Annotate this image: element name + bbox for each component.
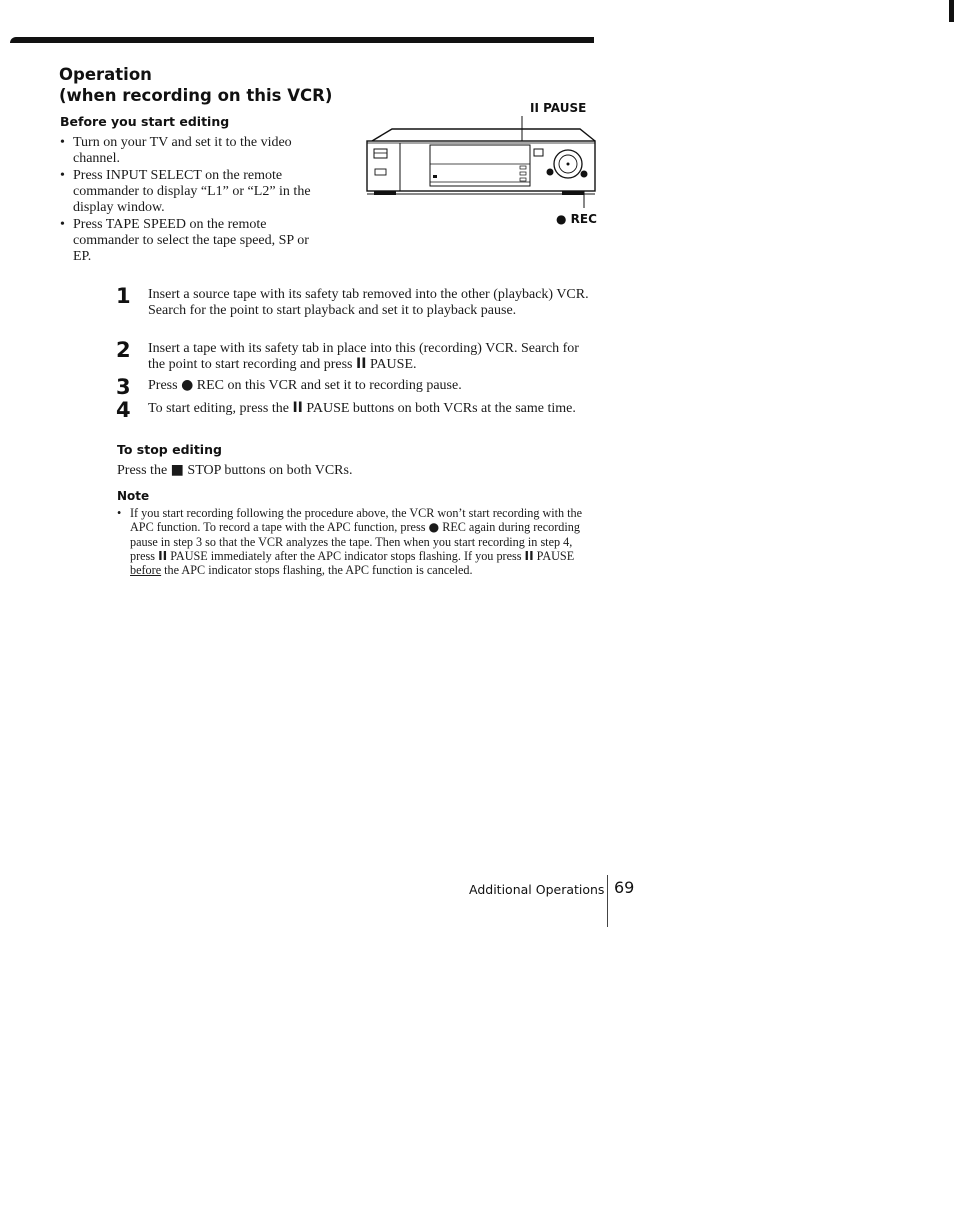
list-item: • Press TAPE SPEED on the remote commander to select the tape speed, SP or EP.	[60, 217, 325, 265]
list-item: • Turn on your TV and set it to the video channel.	[60, 135, 325, 167]
pause-icon: II	[356, 355, 367, 372]
stop-editing-text: Press the ■ STOP buttons on both VCRs.	[117, 462, 353, 478]
note-heading: Note	[117, 489, 150, 503]
note-list	[117, 506, 597, 577]
pause-icon: II	[524, 548, 534, 563]
before-editing-list	[60, 135, 325, 266]
title-line-1: Operation	[59, 65, 152, 84]
rec-icon: ●	[181, 377, 194, 393]
footer-section-title: Additional Operations	[469, 882, 605, 897]
top-rule	[10, 37, 594, 43]
pause-icon: II	[158, 548, 168, 563]
underlined-word: before	[130, 563, 162, 578]
list-item: • If you start recording following the procedure above, the VCR won’t start recording with the APC function. To record a tape with the APC function, press ● REC again during recording pause in step 3 so that the VCR analyzes the tape. Then when you start recording in step 4, press II PAUSE immediately after the APC indicator stops flashing. If you press II PAUSE before the APC indicator stops flashing, the APC function is canceled.	[117, 506, 597, 577]
pause-button-label: II PAUSE	[530, 101, 587, 115]
step-number: 3	[116, 375, 131, 399]
footer-divider	[607, 875, 608, 927]
step-number: 1	[116, 284, 131, 308]
step-number: 2	[116, 338, 131, 362]
title-line-2: (when recording on this VCR)	[59, 86, 333, 105]
stop-editing-heading: To stop editing	[117, 442, 222, 457]
pause-button-dot	[547, 169, 554, 176]
rec-button-label: ● REC	[556, 212, 597, 226]
pause-icon: II	[292, 400, 303, 416]
page-number: 69	[614, 878, 635, 897]
step-number: 4	[116, 398, 131, 422]
rec-button-dot	[581, 171, 588, 178]
step-text: To start editing, press the II PAUSE buttons on both VCRs at the same time.	[148, 400, 576, 416]
list-item: • Press INPUT SELECT on the remote commander to display “L1” or “L2” in the display window.	[60, 168, 325, 216]
stop-icon: ■	[170, 462, 184, 478]
rec-icon: ●	[428, 520, 440, 535]
vcr-illustration	[362, 108, 602, 218]
step-text: Press ● REC on this VCR and set it to recording pause.	[148, 377, 462, 393]
page-title	[59, 64, 332, 106]
edge-mark	[949, 0, 954, 22]
step-text: Insert a source tape with its safety tab removed into the other (playback) VCR. Search for the point to start playback and set it to playback pause.	[148, 287, 589, 318]
before-editing-heading: Before you start editing	[60, 114, 230, 129]
step-text: Insert a tape with its safety tab in place into this (recording) VCR. Search for the point to start recording and press II PAUSE.	[148, 341, 579, 372]
